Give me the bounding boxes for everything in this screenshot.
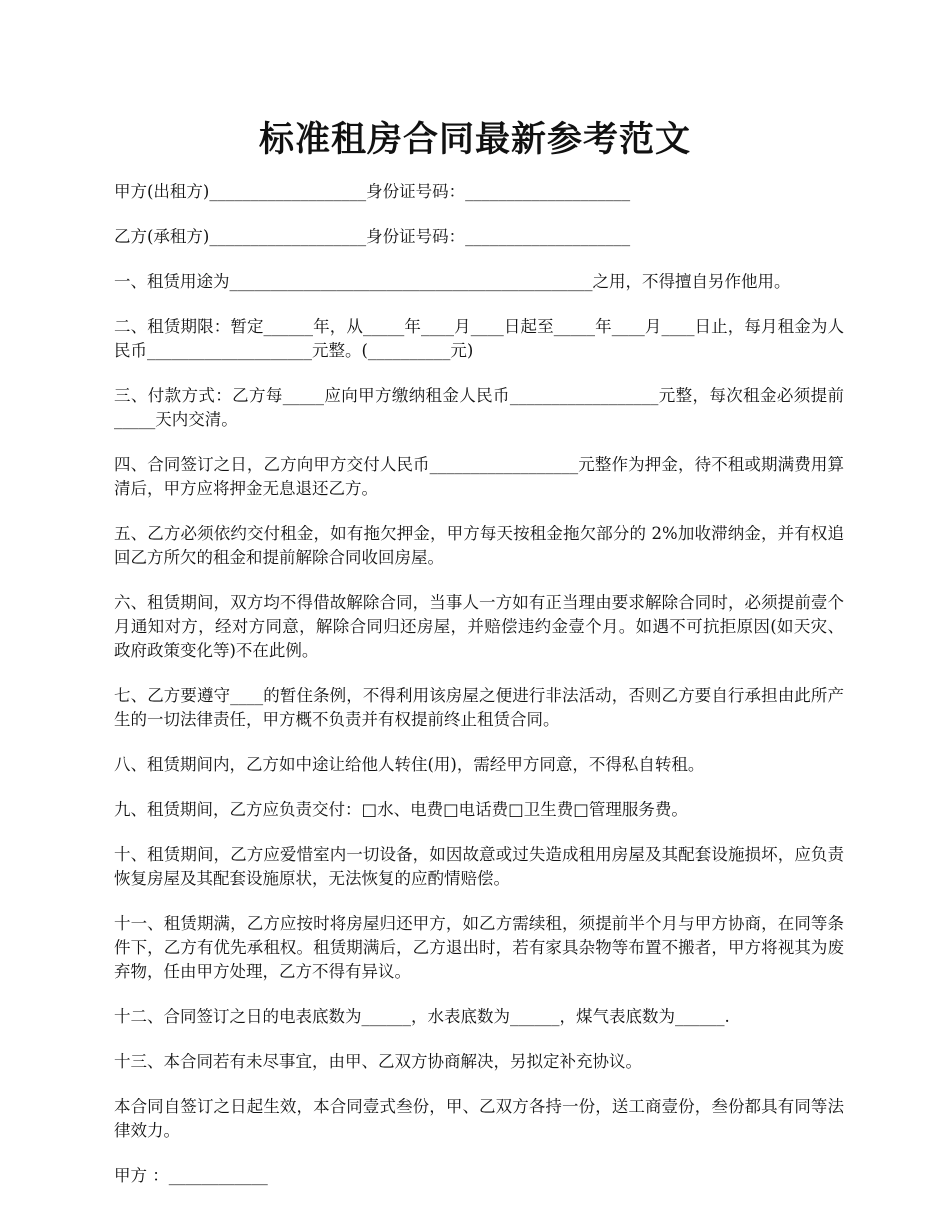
clause-5-late-fee: 五、乙方必须依约交付租金，如有拖欠押金，甲方每天按租金拖欠部分的 2%加收滞纳金，并有权追回乙方所欠的租金和提前解除合同收回房屋。	[114, 524, 844, 567]
clause-3-payment: 三、付款方式：乙方每_____应向甲方缴纳租金人民币__________________元整，每次租金必须提前_____天内交清。	[114, 386, 844, 429]
clause-10-equipment: 十、租赁期间，乙方应爱惜室内一切设备，如因故意或过失造成租用房屋及其配套设施损坏，应负责恢复房屋及其配套设施原状，无法恢复的应酌情赔偿。	[114, 845, 844, 888]
clause-6-termination: 六、租赁期间，双方均不得借故解除合同，当事人一方如有正当理由要求解除合同时，必须提前壹个月通知对方，经对方同意，解除合同归还房屋，并赔偿违约金壹个月。如遇不可抗拒原因(如天灾、政府政策变化等)不在此例。	[114, 593, 844, 660]
party-a-line: 甲方(出租方)___________________身份证号码：____________________	[114, 182, 631, 201]
clause-9-utilities: 九、租赁期间，乙方应负责交付：□水、电费□电话费□卫生费□管理服务费。	[114, 800, 688, 819]
clause-4-deposit: 四、合同签订之日，乙方向甲方交付人民币__________________元整作为押金，待不租或期满费用算清后，甲方应将押金无息退还乙方。	[114, 455, 844, 498]
party-b-line: 乙方(承租方)___________________身份证号码：____________________	[114, 227, 631, 246]
effective-clause: 本合同自签订之日起生效，本合同壹式叁份，甲、乙双方各持一份，送工商壹份，叁份都具有同等法律效力。	[114, 1097, 844, 1140]
clause-1-purpose: 一、租赁用途为____________________________________________之用，不得擅自另作他用。	[114, 272, 791, 291]
clause-12-meters: 十二、合同签订之日的电表底数为______，水表底数为______，煤气表底数为______.	[114, 1007, 730, 1026]
party-a-signature-line: 甲方 ：____________	[114, 1166, 268, 1185]
clause-13-supplement: 十三、本合同若有未尽事宜，由甲、乙双方协商解决，另拟定补充协议。	[114, 1052, 642, 1071]
contract-body	[114, 180, 844, 1209]
clause-7-regulations: 七、乙方要遵守____的暂住条例，不得利用该房屋之便进行非法活动，否则乙方要自行承担由此所产生的一切法律责任，甲方概不负责并有权提前终止租赁合同。	[114, 686, 844, 729]
clause-11-expiry: 十一、租赁期满，乙方应按时将房屋归还甲方，如乙方需续租，须提前半个月与甲方协商，在同等条件下，乙方有优先承租权。租赁期满后，乙方退出时，若有家具杂物等布置不搬者，甲方将视其为废弃物，任由甲方处理，乙方不得有异议。	[114, 914, 844, 981]
clause-2-term: 二、租赁期限：暂定______年，从_____年____月____日起至_____年____月____日止，每月租金为人民币____________________元整。(__________元)	[114, 317, 844, 360]
document-title: 标准租房合同最新参考范文	[258, 119, 691, 160]
clause-8-sublet: 八、租赁期间内，乙方如中途让给他人转住(用)，需经甲方同意，不得私自转租。	[114, 755, 705, 774]
